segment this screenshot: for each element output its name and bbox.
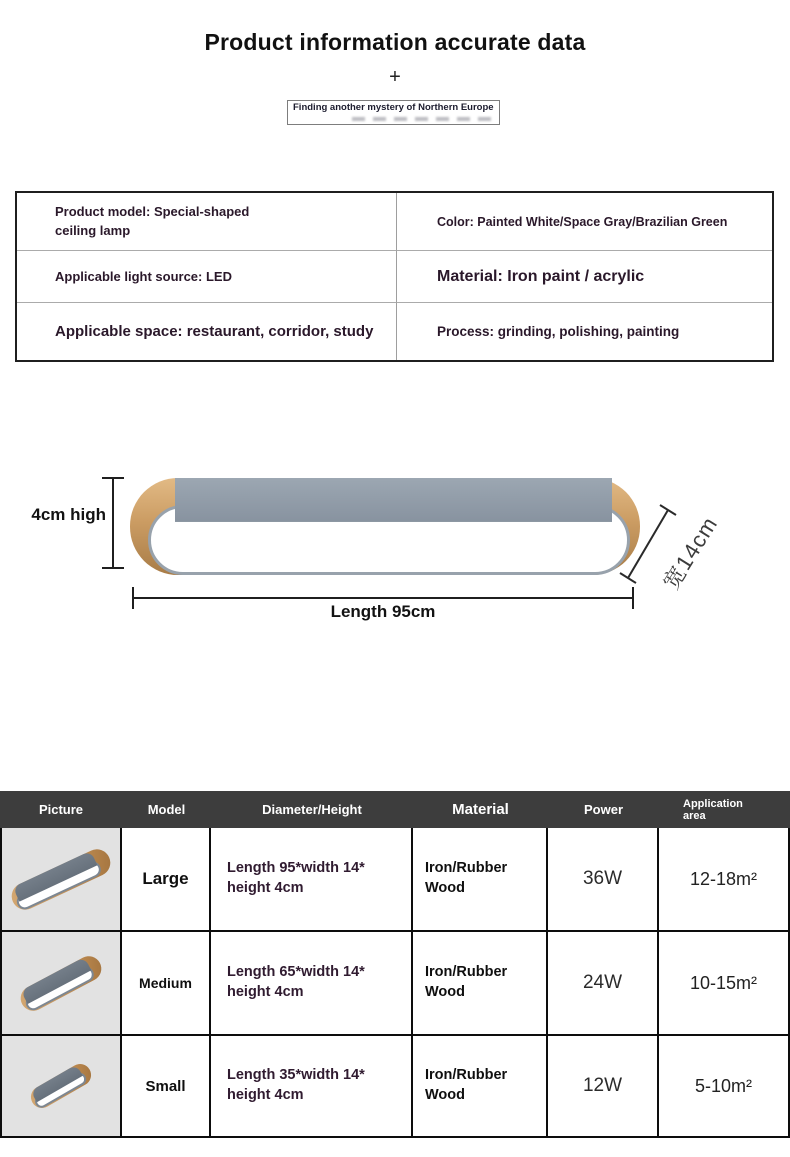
plus-symbol: +: [389, 66, 401, 88]
page-title: Product information accurate data: [204, 29, 586, 55]
power-cell: 36W: [548, 828, 659, 932]
size-cell: Length 65*width 14* height 4cm: [211, 932, 413, 1036]
spec-color: Color: Painted White/Space Gray/Brazilian Green: [397, 193, 772, 251]
size-cell: Length 35*width 14* height 4cm: [211, 1036, 413, 1138]
spec-light-source: Applicable light source: LED: [17, 251, 397, 303]
picture-cell-large: [0, 828, 122, 932]
model-cell: Medium: [122, 932, 211, 1036]
length-dimension-label: Length 95cm: [330, 602, 436, 621]
power-cell: 24W: [548, 932, 659, 1036]
size-cell: Length 95*width 14* height 4cm: [211, 828, 413, 932]
header-model: Model: [147, 802, 186, 817]
picture-cell-medium: [0, 932, 122, 1036]
spec-material: Material: Iron paint / acrylic: [397, 251, 772, 303]
header-size: Diameter/Height: [262, 802, 362, 817]
material-cell: Iron/Rubber Wood: [413, 828, 548, 932]
lamp-thumbnail-large: [7, 844, 114, 913]
spec-product-model: Product model: Special-shaped ceiling lamp: [17, 193, 397, 251]
header-picture: Picture: [38, 802, 84, 817]
model-cell: Small: [122, 1036, 211, 1138]
lamp-thumbnail-medium: [16, 951, 105, 1014]
model-cell: Large: [122, 828, 211, 932]
header-power: Power: [583, 802, 623, 817]
blurred-text-decoration: [352, 117, 492, 121]
lamp-thumbnail-small: [27, 1060, 95, 1112]
power-cell: 12W: [548, 1036, 659, 1138]
tagline-text: Finding another mystery of Northern Europe: [293, 102, 494, 113]
header-material: Material: [452, 801, 509, 818]
header-area: Application area: [683, 797, 743, 822]
size-table-body: [0, 828, 790, 1138]
picture-cell-small: [0, 1036, 122, 1138]
spec-table: [15, 191, 774, 362]
area-cell: 5-10m²: [659, 1036, 790, 1138]
width-dimension-label: 宽14cm: [658, 511, 723, 594]
height-dimension-label: 4cm high: [31, 505, 106, 524]
material-cell: Iron/Rubber Wood: [413, 1036, 548, 1138]
area-cell: 10-15m²: [659, 932, 790, 1036]
spec-applicable-space: Applicable space: restaurant, corridor, study: [17, 303, 397, 360]
tagline-box: [287, 100, 500, 125]
size-table-header: [0, 791, 790, 828]
area-cell: 12-18m²: [659, 828, 790, 932]
size-table: [0, 791, 790, 1138]
spec-process: Process: grinding, polishing, painting: [437, 324, 680, 339]
material-cell: Iron/Rubber Wood: [413, 932, 548, 1036]
